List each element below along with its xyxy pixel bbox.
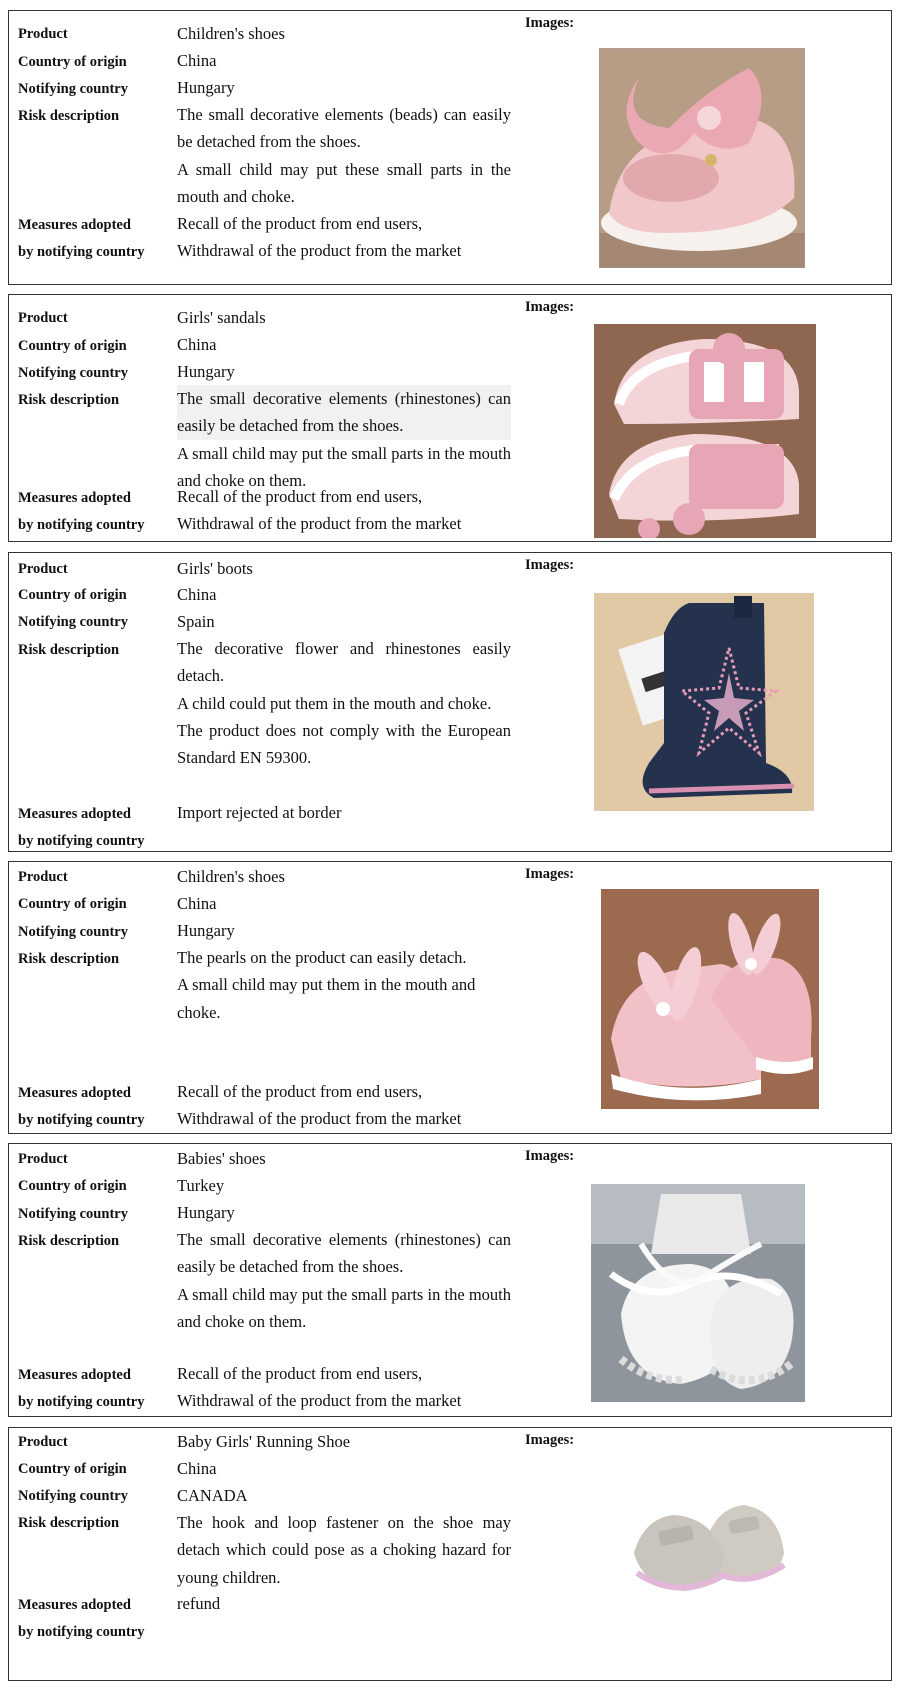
product-card — [8, 10, 892, 285]
risk-paragraph: The product does not comply with the European Standard EN 59300. — [177, 720, 511, 768]
country-of-origin-label: Country of origin — [18, 896, 127, 912]
notifying-value: Hungary — [177, 78, 235, 97]
risk-description-text — [177, 1509, 511, 1591]
product-card — [8, 1143, 892, 1417]
country-of-origin-label: Country of origin — [18, 587, 127, 603]
measures-line: Withdrawal of the product from the market — [177, 1391, 462, 1411]
measures-line: Withdrawal of the product from the market — [177, 1109, 462, 1129]
measures-line: Recall of the product from end users, — [177, 487, 423, 506]
product-card — [8, 294, 892, 542]
country-of-origin-label: Country of origin — [18, 54, 127, 70]
measures-text — [177, 483, 511, 538]
images-label: Images: — [525, 15, 575, 31]
measures-label-line1: Measures adopted — [18, 217, 131, 233]
product-card — [8, 552, 892, 852]
origin-value: China — [177, 894, 217, 913]
product-label: Product — [18, 310, 68, 326]
measures-line: Recall of the product from end users, — [177, 1082, 423, 1101]
measures-label-line2: by notifying country — [18, 517, 145, 533]
images-label: Images: — [525, 299, 575, 315]
notifying-country-label: Notifying country — [18, 81, 128, 97]
risk-paragraph: The pearls on the product can easily detach. — [177, 948, 467, 967]
pink-sandal-photo — [594, 324, 816, 538]
measures-label-line2: by notifying country — [18, 1394, 145, 1410]
country-of-origin-label: Country of origin — [18, 1178, 127, 1194]
images-label: Images: — [525, 866, 575, 882]
measures-label-line2: by notifying country — [18, 1112, 145, 1128]
measures-line: Recall of the product from end users, — [177, 214, 423, 233]
risk-paragraph: The small decorative elements (rhinestones) can easily be detached from the shoes. — [177, 385, 511, 440]
images-label: Images: — [525, 1432, 575, 1448]
notifying-country-label: Notifying country — [18, 1206, 128, 1222]
white-lace-bootie-photo — [591, 1184, 805, 1402]
risk-description-label: Risk description — [18, 951, 120, 967]
risk-description-text — [177, 944, 511, 1026]
risk-paragraph: The hook and loop fastener on the shoe may detach which could pose as a choking hazard for young children. — [177, 1513, 511, 1587]
measures-label-line1: Measures adopted — [18, 1085, 131, 1101]
notifying-country-label: Notifying country — [18, 614, 128, 630]
measures-label-line1: Measures adopted — [18, 1597, 131, 1613]
measures-text — [177, 210, 511, 265]
measures-label-line1: Measures adopted — [18, 490, 131, 506]
measures-text — [177, 1078, 511, 1133]
product-card — [8, 1427, 892, 1681]
grey-running-shoe-photo — [629, 1493, 789, 1598]
measures-text — [177, 1590, 511, 1617]
risk-description-label: Risk description — [18, 1515, 120, 1531]
pink-bow-shoe-photo — [599, 48, 805, 268]
measures-label-line2: by notifying country — [18, 833, 145, 849]
product-value: Girls' sandals — [177, 308, 266, 327]
risk-paragraph: A child could put them in the mouth and choke. — [177, 693, 492, 713]
risk-description-text — [177, 385, 511, 494]
measures-text — [177, 799, 511, 826]
pink-bunny-shoe-photo — [601, 889, 819, 1109]
measures-label-line1: Measures adopted — [18, 1367, 131, 1383]
navy-star-boot-photo — [594, 593, 814, 811]
images-label: Images: — [525, 557, 575, 573]
risk-paragraph: A small child may put the small parts in the mouth and choke on them. — [177, 443, 511, 490]
risk-description-label: Risk description — [18, 1233, 120, 1249]
risk-description-label: Risk description — [18, 108, 120, 124]
origin-value: Turkey — [177, 1176, 225, 1195]
product-label: Product — [18, 1434, 68, 1450]
measures-text — [177, 1360, 511, 1415]
risk-paragraph: The decorative flower and rhinestones easily detach. — [177, 639, 511, 686]
product-value: Children's shoes — [177, 867, 285, 886]
product-label: Product — [18, 561, 68, 577]
risk-description-text — [177, 635, 511, 771]
risk-description-text — [177, 101, 511, 210]
origin-value: China — [177, 1459, 217, 1478]
product-label: Product — [18, 1151, 68, 1167]
product-value: Baby Girls' Running Shoe — [177, 1432, 351, 1451]
product-card — [8, 861, 892, 1134]
measures-line: Withdrawal of the product from the market — [177, 241, 462, 261]
measures-label-line2: by notifying country — [18, 1624, 145, 1640]
measures-line: Withdrawal of the product from the market — [177, 514, 462, 534]
notifying-country-label: Notifying country — [18, 924, 128, 940]
product-label: Product — [18, 869, 68, 885]
product-value: Girls' boots — [177, 559, 253, 578]
risk-paragraph: A small child may put the small parts in the mouth and choke on them. — [177, 1284, 511, 1331]
risk-paragraph: The small decorative elements (beads) can easily be detached from the shoes. — [177, 105, 511, 152]
notifying-value: Hungary — [177, 921, 235, 940]
origin-value: China — [177, 585, 217, 604]
measures-label-line1: Measures adopted — [18, 806, 131, 822]
risk-paragraph: A small child may put these small parts in the mouth and choke. — [177, 159, 511, 206]
origin-value: China — [177, 335, 217, 354]
risk-paragraph: A small child may put them in the mouth and choke. — [177, 975, 476, 1022]
risk-description-label: Risk description — [18, 392, 120, 408]
product-value: Children's shoes — [177, 24, 285, 43]
notifying-value: Hungary — [177, 1203, 235, 1222]
risk-paragraph: The small decorative elements (rhinestones) can easily be detached from the shoes. — [177, 1230, 511, 1277]
country-of-origin-label: Country of origin — [18, 338, 127, 354]
notifying-country-label: Notifying country — [18, 1488, 128, 1504]
product-value: Babies' shoes — [177, 1149, 266, 1168]
origin-value: China — [177, 51, 217, 70]
measures-line: refund — [177, 1594, 221, 1613]
notifying-value: Hungary — [177, 362, 235, 381]
notifying-value: CANADA — [177, 1486, 248, 1505]
notifying-country-label: Notifying country — [18, 365, 128, 381]
risk-description-text — [177, 1226, 511, 1335]
notifying-value: Spain — [177, 612, 215, 631]
product-label: Product — [18, 26, 68, 42]
country-of-origin-label: Country of origin — [18, 1461, 127, 1477]
measures-line: Import rejected at border — [177, 803, 342, 822]
risk-description-label: Risk description — [18, 642, 120, 658]
measures-line: Recall of the product from end users, — [177, 1364, 423, 1383]
measures-label-line2: by notifying country — [18, 244, 145, 260]
images-label: Images: — [525, 1148, 575, 1164]
